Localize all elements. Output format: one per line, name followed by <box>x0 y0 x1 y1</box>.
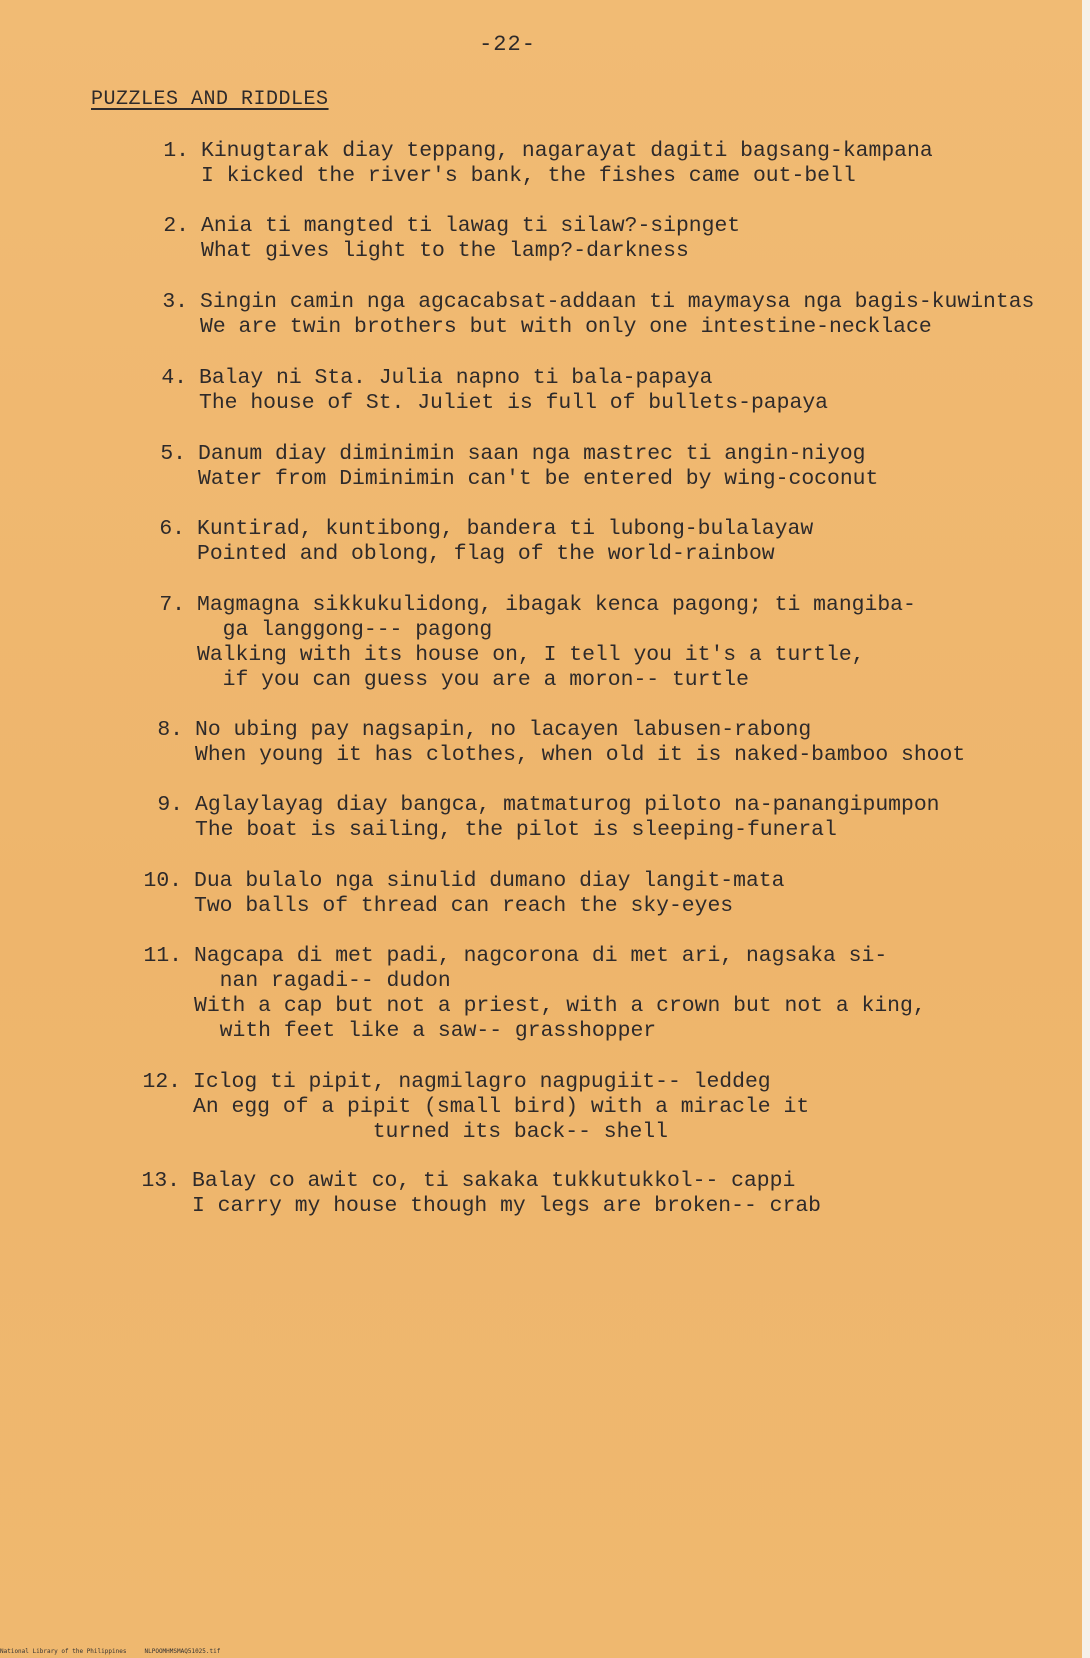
riddle-line: What gives light to the lamp?-darkness <box>201 239 689 263</box>
riddle-item <box>0 136 1080 190</box>
riddle-item <box>0 790 1080 844</box>
riddle-line: Pointed and oblong, flag of the world-rainbow <box>197 542 775 566</box>
riddle-line: Water from Diminimin can't be entered by wing-coconut <box>198 467 879 491</box>
riddle-line: An egg of a pipit (small bird) with a miracle it <box>193 1095 810 1119</box>
riddle-line: ga langgong--- pagong <box>197 618 493 642</box>
riddle-number: 1. <box>163 139 189 163</box>
riddle-line: Nagcapa di met padi, nagcorona di met ari, nagsaka si- <box>194 944 888 968</box>
riddle-item <box>0 1166 1080 1220</box>
page-title: PUZZLES AND RIDDLES <box>91 88 329 111</box>
riddle-number: 2. <box>163 214 189 238</box>
riddle-line: The boat is sailing, the pilot is sleeping-funeral <box>195 818 837 842</box>
paper-edge <box>1082 0 1090 1658</box>
riddle-line: With a cap but not a priest, with a crown but not a king, <box>194 994 926 1018</box>
riddle-line: No ubing pay nagsapin, no lacayen labusen-rabong <box>195 718 812 742</box>
riddle-item <box>0 439 1080 493</box>
riddle-number: 11. <box>143 944 182 968</box>
riddle-item <box>0 514 1080 568</box>
riddle-number: 10. <box>143 869 182 893</box>
riddle-number: 12. <box>142 1070 181 1094</box>
riddle-line: Balay co awit co, ti sakaka tukkutukkol-- cappi <box>192 1169 796 1193</box>
riddle-line: The house of St. Juliet is full of bullets-papaya <box>199 391 828 415</box>
riddle-line: Singin camin nga agcacabsat-addaan ti maymaysa nga bagis-kuwintas <box>200 290 1035 314</box>
riddle-number: 5. <box>160 442 186 466</box>
riddle-line: Kinugtarak diay teppang, nagarayat dagiti bagsang-kampana <box>201 139 933 163</box>
page-number: -22- <box>479 32 536 57</box>
riddle-line: Kuntirad, kuntibong, bandera ti lubong-bulalayaw <box>197 517 814 541</box>
riddle-line: I carry my house though my legs are broken-- crab <box>192 1194 821 1218</box>
riddle-item <box>0 715 1080 769</box>
riddle-item <box>0 287 1080 341</box>
riddle-line: When young it has clothes, when old it is naked-bamboo shoot <box>195 743 966 767</box>
riddle-line: Aglaylayag diay bangca, matmaturog piloto na-panangipumpon <box>195 793 940 817</box>
riddle-line: nan ragadi-- dudon <box>194 969 451 993</box>
riddle-line: Magmagna sikkukulidong, ibagak kenca pagong; ti mangiba- <box>197 593 916 617</box>
riddle-line: We are twin brothers but with only one intestine-necklace <box>200 315 932 339</box>
riddle-number: 7. <box>159 593 185 617</box>
riddle-number: 6. <box>159 517 185 541</box>
riddle-number: 3. <box>162 290 188 314</box>
riddle-number: 4. <box>161 366 187 390</box>
riddle-line: Balay ni Sta. Julia napno ti bala-papaya <box>199 366 713 390</box>
riddle-line: turned its back-- shell <box>193 1120 668 1144</box>
riddle-number: 8. <box>157 718 183 742</box>
riddle-line: with feet like a saw-- grasshopper <box>194 1019 657 1043</box>
riddle-line: Danum diay diminimin saan nga mastrec ti angin-niyog <box>198 442 866 466</box>
riddle-line: Iclog ti pipit, nagmilagro nagpugiit-- leddeg <box>193 1070 771 1094</box>
riddle-line: Dua bulalo nga sinulid dumano diay langit-mata <box>194 869 785 893</box>
riddle-line: Walking with its house on, I tell you it's a turtle, <box>197 643 865 667</box>
riddle-item <box>0 363 1080 417</box>
riddle-line: Two balls of thread can reach the sky-eyes <box>194 894 734 918</box>
riddle-item <box>0 941 1080 1045</box>
riddle-line: if you can guess you are a moron-- turtle <box>197 668 749 692</box>
riddle-line: I kicked the river's bank, the fishes came out-bell <box>201 164 856 188</box>
riddle-item <box>0 1067 1080 1146</box>
riddle-item <box>0 211 1080 265</box>
riddle-number: 9. <box>157 793 183 817</box>
riddle-item <box>0 590 1080 694</box>
footer-caption: National Library of the Philippines NLPOOMHMSMAQ51025.tif <box>0 1648 221 1655</box>
riddle-item <box>0 866 1080 920</box>
riddle-number: 13. <box>141 1169 180 1193</box>
riddle-line: Ania ti mangted ti lawag ti silaw?-sipnget <box>201 214 741 238</box>
